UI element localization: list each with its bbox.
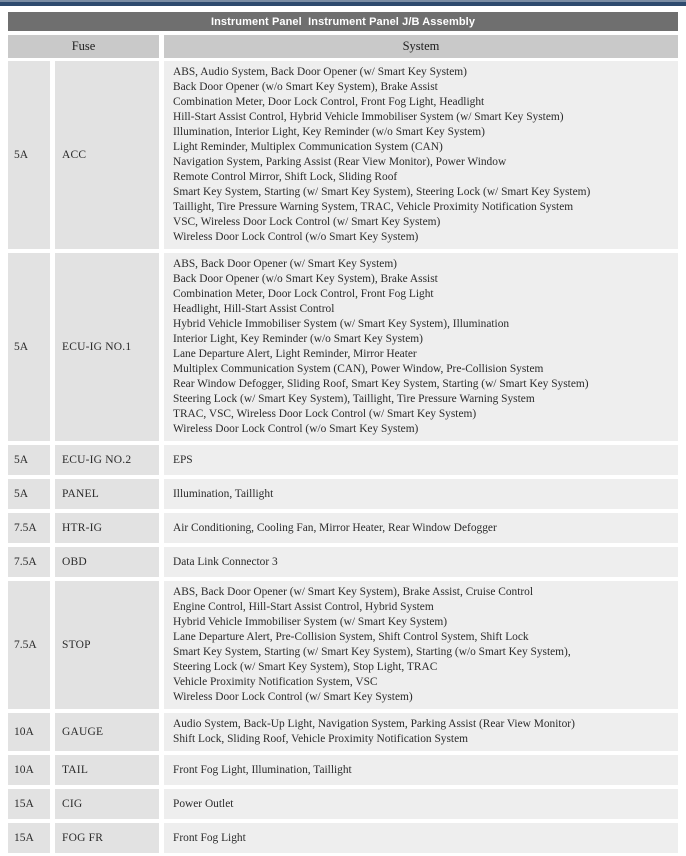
system-cell xyxy=(164,253,678,441)
system-line: Steering Lock (w/ Smart Key System), Taillight, Tire Pressure Warning System xyxy=(173,393,535,405)
table-row xyxy=(8,581,678,709)
system-cell xyxy=(164,61,678,249)
system-line: ABS, Back Door Opener (w/ Smart Key System), Brake Assist, Cruise Control xyxy=(173,586,534,598)
fuse-amp-cell: 5A xyxy=(8,479,50,509)
table-row xyxy=(8,479,678,509)
system-line: Hybrid Vehicle Immobiliser System (w/ Smart Key System) xyxy=(173,616,448,628)
table-row xyxy=(8,253,678,441)
system-line: VSC, Wireless Door Lock Control (w/ Smart Key System) xyxy=(173,216,441,228)
system-line: Illumination, Interior Light, Key Reminder (w/o Smart Key System) xyxy=(173,126,485,138)
fuse-table xyxy=(8,12,678,853)
table-row xyxy=(8,823,678,853)
table-row xyxy=(8,61,678,249)
fuse-name-cell: OBD xyxy=(55,547,159,577)
fuse-name-cell: CIG xyxy=(55,789,159,819)
table-row xyxy=(8,713,678,751)
table-title: Instrument Panel Instrument Panel J/B Assembly xyxy=(8,12,678,31)
system-line: ABS, Audio System, Back Door Opener (w/ Smart Key System) xyxy=(173,66,467,78)
system-cell xyxy=(164,789,678,819)
system-line: Engine Control, Hill-Start Assist Control, Hybrid System xyxy=(173,601,434,613)
system-line: Wireless Door Lock Control (w/ Smart Key System) xyxy=(173,691,413,703)
system-line: EPS xyxy=(173,453,193,466)
fuse-amp-cell: 7.5A xyxy=(8,513,50,543)
fuse-name-cell: PANEL xyxy=(55,479,159,509)
system-line: Interior Light, Key Reminder (w/o Smart Key System) xyxy=(173,333,423,345)
page-top-rule xyxy=(0,0,686,6)
system-cell xyxy=(164,513,678,543)
system-line: Taillight, Tire Pressure Warning System, TRAC, Vehicle Proximity Notification System xyxy=(173,201,574,213)
system-cell xyxy=(164,479,678,509)
fuse-amp-cell: 5A xyxy=(8,253,50,441)
fuse-name-cell: FOG FR xyxy=(55,823,159,853)
system-line: Rear Window Defogger, Sliding Roof, Smart Key System, Starting (w/ Smart Key System) xyxy=(173,378,589,390)
fuse-name-cell: ACC xyxy=(55,61,159,249)
table-body xyxy=(8,61,678,853)
system-line: Light Reminder, Multiplex Communication System (CAN) xyxy=(173,141,443,153)
fuse-name-cell: ECU-IG NO.1 xyxy=(55,253,159,441)
system-line: Lane Departure Alert, Pre-Collision System, Shift Control System, Shift Lock xyxy=(173,631,529,643)
system-line: Steering Lock (w/ Smart Key System), Stop Light, TRAC xyxy=(173,661,438,673)
system-line: Remote Control Mirror, Shift Lock, Sliding Roof xyxy=(173,171,398,183)
table-row xyxy=(8,445,678,475)
system-cell xyxy=(164,713,678,751)
fuse-amp-cell: 15A xyxy=(8,823,50,853)
system-line: Hill-Start Assist Control, Hybrid Vehicle Immobiliser System (w/ Smart Key System) xyxy=(173,111,564,123)
fuse-amp-cell: 10A xyxy=(8,755,50,785)
system-line: ABS, Back Door Opener (w/ Smart Key System) xyxy=(173,258,397,270)
system-cell xyxy=(164,445,678,475)
fuse-amp-cell: 5A xyxy=(8,445,50,475)
system-line: Data Link Connector 3 xyxy=(173,555,278,568)
table-header-row xyxy=(8,35,678,58)
system-line: Back Door Opener (w/o Smart Key System), Brake Assist xyxy=(173,273,438,285)
system-line: Headlight, Hill-Start Assist Control xyxy=(173,303,335,315)
system-line: Power Outlet xyxy=(173,797,234,810)
system-cell xyxy=(164,755,678,785)
system-line: Combination Meter, Door Lock Control, Front Fog Light, Headlight xyxy=(173,96,485,108)
fuse-name-cell: STOP xyxy=(55,581,159,709)
table-row xyxy=(8,547,678,577)
system-cell xyxy=(164,547,678,577)
fuse-amp-cell: 10A xyxy=(8,713,50,751)
fuse-name-cell: GAUGE xyxy=(55,713,159,751)
system-line: Wireless Door Lock Control (w/o Smart Key System) xyxy=(173,231,419,243)
system-line: Vehicle Proximity Notification System, VSC xyxy=(173,676,378,688)
table-row xyxy=(8,513,678,543)
fuse-amp-cell: 5A xyxy=(8,61,50,249)
fuse-name-cell: ECU-IG NO.2 xyxy=(55,445,159,475)
system-line: Front Fog Light xyxy=(173,831,246,844)
system-line: Combination Meter, Door Lock Control, Front Fog Light xyxy=(173,288,434,300)
system-line: TRAC, VSC, Wireless Door Lock Control (w/ Smart Key System) xyxy=(173,408,477,420)
system-line: Audio System, Back-Up Light, Navigation System, Parking Assist (Rear View Monitor) xyxy=(173,718,575,730)
system-line: Illumination, Taillight xyxy=(173,487,274,500)
system-line: Air Conditioning, Cooling Fan, Mirror Heater, Rear Window Defogger xyxy=(173,521,497,534)
fuse-name-cell: TAIL xyxy=(55,755,159,785)
system-line: Back Door Opener (w/o Smart Key System), Brake Assist xyxy=(173,81,438,93)
table-row xyxy=(8,755,678,785)
fuse-name-cell: HTR-IG xyxy=(55,513,159,543)
system-cell xyxy=(164,823,678,853)
system-line: Navigation System, Parking Assist (Rear View Monitor), Power Window xyxy=(173,156,507,168)
system-line: Hybrid Vehicle Immobiliser System (w/ Smart Key System), Illumination xyxy=(173,318,510,330)
system-line: Wireless Door Lock Control (w/o Smart Key System) xyxy=(173,423,419,435)
system-line: Front Fog Light, Illumination, Taillight xyxy=(173,763,352,776)
table-row xyxy=(8,789,678,819)
system-line: Smart Key System, Starting (w/ Smart Key System), Steering Lock (w/ Smart Key System) xyxy=(173,186,591,198)
system-cell xyxy=(164,581,678,709)
system-line: Multiplex Communication System (CAN), Power Window, Pre-Collision System xyxy=(173,363,544,375)
system-line: Smart Key System, Starting (w/ Smart Key System), Starting (w/o Smart Key System), xyxy=(173,646,571,658)
fuse-column-header: Fuse xyxy=(8,35,159,58)
fuse-amp-cell: 7.5A xyxy=(8,547,50,577)
fuse-amp-cell: 7.5A xyxy=(8,581,50,709)
fuse-amp-cell: 15A xyxy=(8,789,50,819)
system-line: Shift Lock, Sliding Roof, Vehicle Proximity Notification System xyxy=(173,733,468,745)
system-line: Lane Departure Alert, Light Reminder, Mirror Heater xyxy=(173,348,417,360)
system-column-header: System xyxy=(164,35,678,58)
